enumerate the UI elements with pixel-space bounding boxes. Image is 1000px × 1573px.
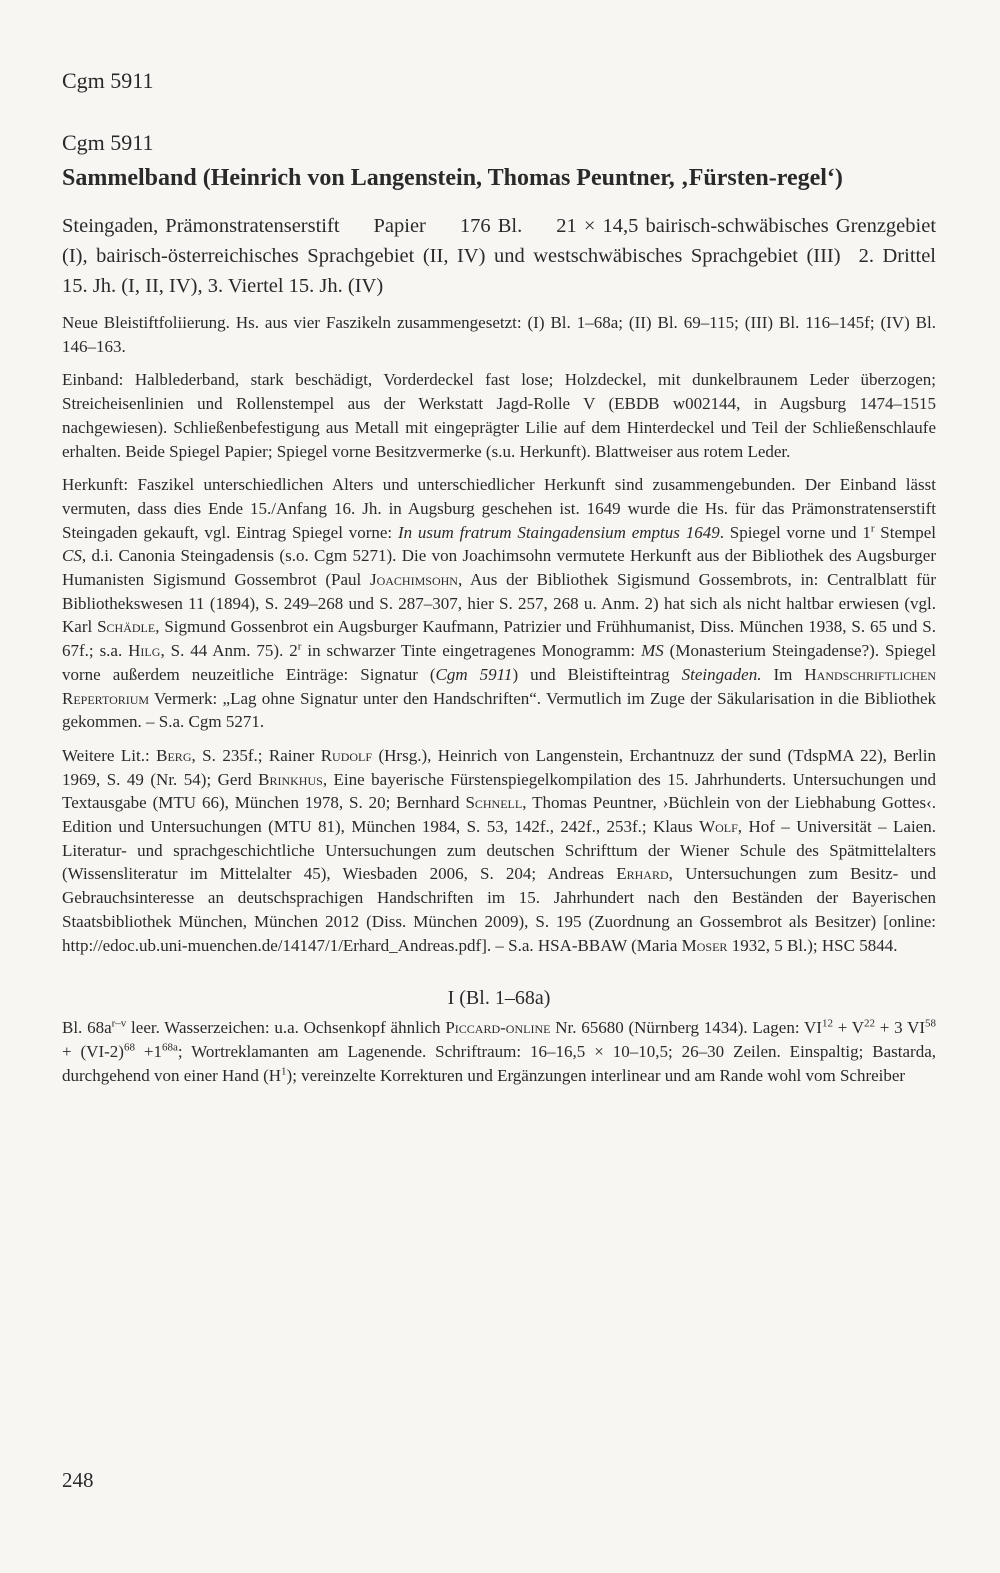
foliation-paragraph: Neue Bleistiftfoliierung. Hs. aus vier Faszikeln zusammengesetzt: (I) Bl. 1–68a; (II) Bl. 69–115; (III) Bl. 116–145f; (IV) Bl. 146–163. xyxy=(62,313,936,356)
binding-paragraph: Einband: Halblederband, stark beschädigt, Vorderdeckel fast lose; Holzdeckel, mit dunkelbraunem Leder überzogen; Streicheisenlinien und Rollenstempel aus der Werkstatt Jagd-Rolle V (EBDB w002144, in Augsburg 1474–1515 nachgewiesen). Schließenbefestigung aus Metall mit eingeprägter Lilie auf dem Hinterdeckel und Teil der Schließenschlaufe erhalten. Beide Spiegel Papier; Spiegel vorne Besitzvermerke (s.u. Herkunft). Blattweiser aus rotem Leder. xyxy=(62,370,936,461)
running-head: Cgm 5911 xyxy=(62,68,154,93)
origin: Steingaden, Prämonstratenserstift xyxy=(62,215,340,237)
literature-paragraph: Weitere Lit.: Berg, S. 235f.; Rainer Rudolf (Hrsg.), Heinrich von Langenstein, Erchantnuzz der sund (TdspMA 22), Berlin 1969, S. 49 (Nr. 54); Gerd Brinkhus, Eine bayerische Fürstenspiegelkompilation des 15. Jahrhunderts. Untersuchungen und Textausgabe (MTU 66), München 1978, S. 20; Bernhard Schnell, Thomas Peuntner, ›Büchlein von der Liebhabung Gottes‹. Edition und Untersuchungen (MTU 81), München 1984, S. 53, 142f., 242f., 253f.; Klaus Wolf, Hof – Universität – Laien. Literatur- und sprachgeschichtliche Untersuchungen zum deutschen Schrifttum der Wiener Schule des Spätmittelalters (Wissensliteratur im Mittelalter 45), Wiesbaden 2006, S. 204; Andreas Erhard, Untersuchungen zum Besitz- und Gebrauchsinteresse an deutschsprachigen Handschriften im 15. Jahrhundert nach den Beständen der Bayerischen Staatsbibliothek München, München 2012 (Diss. München 2009), S. 195 (Zuordnung an Gossembrot als Besitzer) [online: http://edoc.ub.uni-muenchen.de/14147/1/Erhard_Andreas.pdf]. – S.a. HSA-BBAW (Maria Moser 1932, 5 Bl.); HSC 5844. xyxy=(62,745,937,955)
leaf-count: 176 Bl. xyxy=(459,215,523,237)
provenance-paragraph: Herkunft: Faszikel unterschiedlichen Alters und unterschiedlicher Herkunft sind zusammengebunden. Der Einband lässt vermuten, dass dies Ende 15./Anfang 16. Jh. in Augsburg geschehen ist. 1649 wurde die Hs. für das Prämonstratenserstift Steingaden gekauft, vgl. Eintrag Spiegel vorne: In usum fratrum Staingadensium emptus 1649. Spiegel vorne und 1$^r$ Stempel CS, d.i. Canonia Steingadensis (s.o. Cgm 5271). Die von Joachimsohn vermutete Herkunft aus der Bibliothek des Augsburger Humanisten Sigismund Gossembrot (Paul Joachimsohn, Aus der Bibliothek Sigismund Gossembrots, in: Centralblatt für Bibliothekswesen 11 (1894), S. 249–268 und S. 287–307, hier S. 257, 268 u. Anm. 2) hat sich als nicht haltbar erwiesen (vgl. Karl Schädle, Sigmund Gossenbrot ein Augsburger Kaufmann, Patrizier und Frühhumanist, Diss. München 1938, S. 65 und S. 67f.; s.a. Hilg, S. 44 Anm. 75). 2$^r$ in schwarzer Tinte eingetragenes Monogramm: MS (Monasterium Steingadense?). Spiegel vorne außerdem neuzeitliche Einträge: Signatur (Cgm 5911) und Bleistifteintrag Steingaden. Im Handschriftlichen Repertorium Vermerk: „Lag ohne Signatur unter den Handschriften“. Vermutlich im Zuge der Säkularisation in die Bibliothek gekommen. – S.a. Cgm 5271. xyxy=(62,475,937,732)
entry-title: Sammelband (Heinrich von Langenstein, Thomas Peuntner, ‚Fürsten-regel‘) xyxy=(62,165,843,191)
entry-signature: Cgm 5911 xyxy=(62,130,154,155)
material: Papier xyxy=(373,215,426,237)
catalog-entry xyxy=(62,130,936,1097)
dating: 2. Drittel 15. Jh. (I, II, IV), 3. Viertel 15. Jh. (IV) xyxy=(62,245,937,297)
section-description: Bl. $68a^{r-v}$ leer. Wasserzeichen: u.a. Ochsenkopf ähnlich Piccard-online Nr. 65680 (Nürnberg 1434). Lagen: $VI^{12} + V^{22} + 3$ $VI^{58} + (VI-2)^{68} +1^{68a}$; Wortreklamanten am Lagenende. Schriftraum: 16–16,5 × 10–10,5; 26–30 Zeilen. Einspaltig; Bastarda, durchgehend von einer Hand $(H^1)$; vereinzelte Korrekturen und Ergänzungen interlinear und am Rande wohl vom Schreiber xyxy=(62,1017,937,1085)
page-number: 248 xyxy=(62,1468,94,1492)
dialect: bairisch-schwäbisches Grenzgebiet (I), bairisch-österreichisches Sprachgebiet (II, IV) und westschwäbisches Sprachgebiet (III) xyxy=(62,215,937,267)
format: 21 × 14,5 xyxy=(556,215,639,237)
section-heading: I (Bl. 1–68a) xyxy=(447,987,551,1010)
entry-metadata xyxy=(62,211,936,301)
